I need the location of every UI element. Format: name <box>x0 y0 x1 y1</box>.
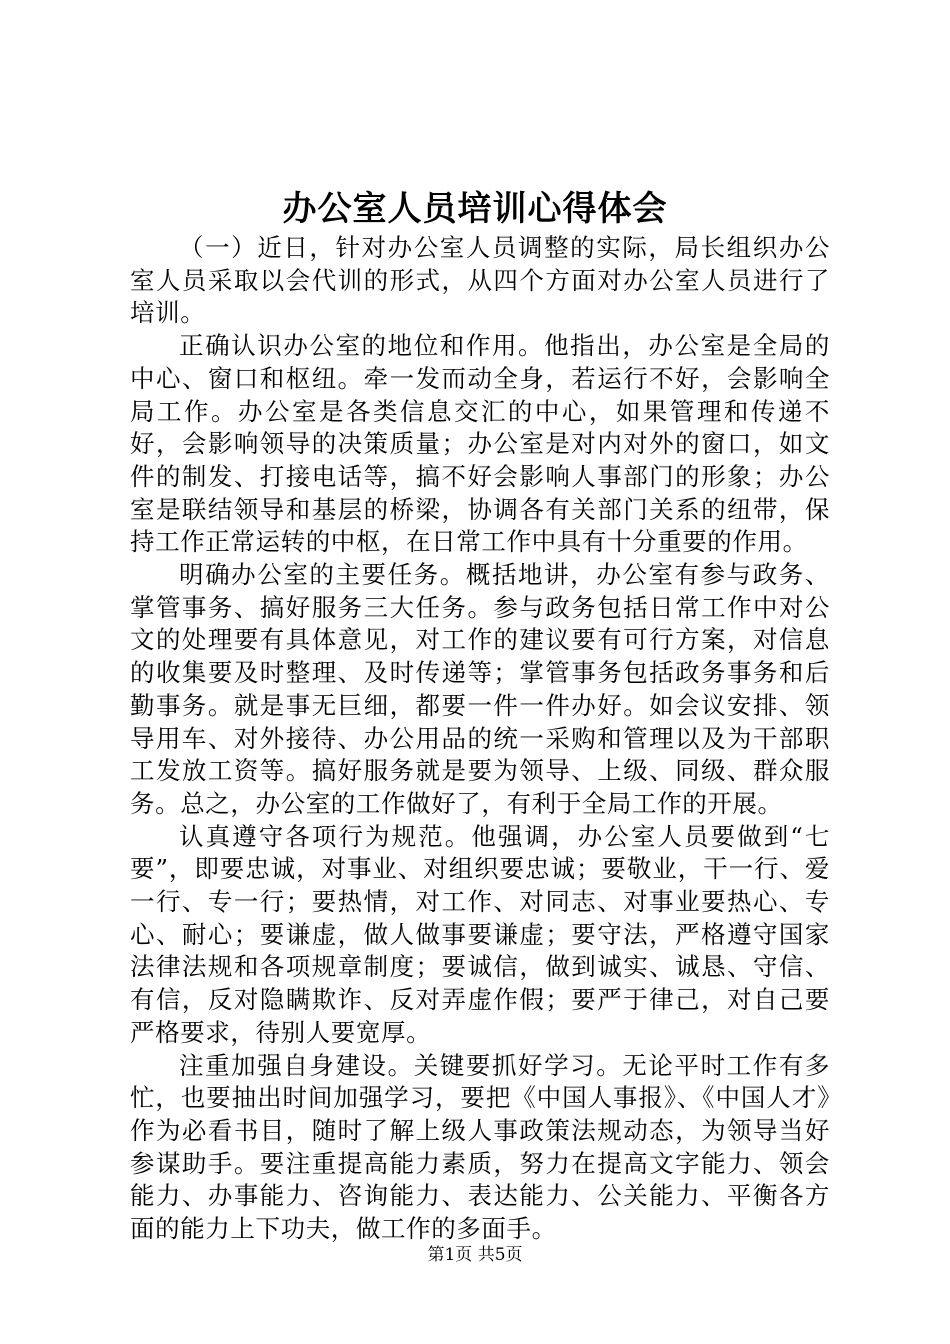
paragraph-position-role: 正确认识办公室的地位和作用。他指出，办公室是全局的中心、窗口和枢纽。牵一发而动全身，若运行不好，会影响全局工作。办公室是各类信息交汇的中心，如果管理和传递不好，会影响领导的决策质量；办公室是对内对外的窗口，如文件的制发、打接电话等，搞不好会影响人事部门的形象；办公室是联结领导和基层的桥梁，协调各有关部门关系的纽带，保持工作正常运转的中枢，在日常工作中具有十分重要的作用。 <box>130 331 830 557</box>
paragraph-main-tasks: 明确办公室的主要任务。概括地讲，办公室有参与政务、掌管事务、搞好服务三大任务。参与政务包括日常工作中对公文的处理要有具体意见，对工作的建议要有可行方案，对信息的收集要及时整理、及时传递等；掌管事务包括政务事务和后勤事务。就是事无巨细，都要一件一件办好。如会议安排、领导用车、对外接待、办公用品的统一采购和管理以及为干部职工发放工资等。搞好服务就是要为领导、上级、同级、群众服务。总之，办公室的工作做好了，有利于全局工作的开展。 <box>130 560 830 818</box>
page-title: 办公室人员培训心得体会 <box>282 189 668 229</box>
paragraph-intro: （一）近日，针对办公室人员调整的实际，局长组织办公室人员采取以会代训的形式，从四个方面对办公室人员进行了培训。 <box>130 233 830 328</box>
paragraph-behavior-norms: 认真遵守各项行为规范。他强调，办公室人员要做到“七要”，即要忠诚，对事业、对组织要忠诚；要敬业，干一行、爱一行、专一行；要热情，对工作、对同志、对事业要热心、专心、耐心；要谦虚，做人做事要谦虚；要守法，严格遵守国家法律法规和各项规章制度；要诚信，做到诚实、诚恳、守信、有信，反对隐瞒欺诈、反对弄虚作假；要严于律己，对自己要严格要求，待别人要宽厚。 <box>130 821 830 1047</box>
page-number-footer: 第1页 共5页 <box>427 1245 523 1265</box>
paragraph-self-building: 注重加强自身建设。关键要抓好学习。无论平时工作有多忙，也要抽出时间加强学习，要把《中国人事报》、《中国人才》作为必看书目，随时了解上级人事政策法规动态，为领导当好参谋助手。要注重提高能力素质，努力在提高文字能力、领会能力、办事能力、咨询能力、表达能力、公关能力、平衡各方面的能力上下功夫，做工作的多面手。 <box>130 1050 830 1244</box>
document-body <box>130 232 830 1246</box>
